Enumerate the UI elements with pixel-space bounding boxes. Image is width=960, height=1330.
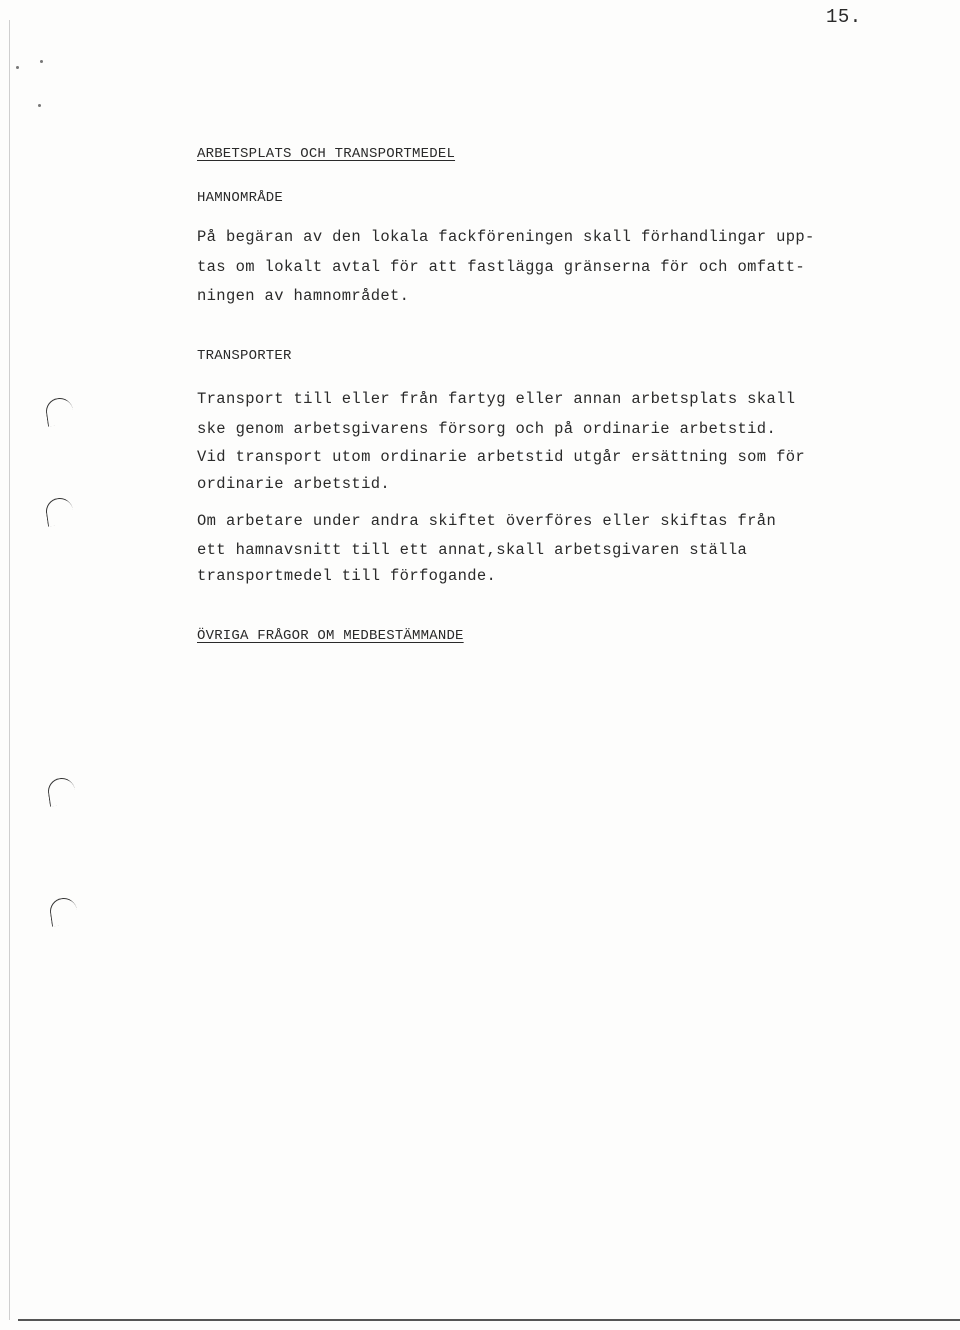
section-heading-ovriga-fragor: ÖVRIGA FRÅGOR OM MEDBESTÄMMANDE (197, 628, 464, 644)
section-heading-arbetsplats: ARBETSPLATS OCH TRANSPORTMEDEL (197, 146, 456, 162)
transporter-p1-line-2: ske genom arbetsgivarens försorg och på ordinarie arbetstid. (197, 420, 777, 438)
punch-hole-mark (46, 776, 76, 806)
punch-hole-mark (44, 396, 74, 426)
transporter-p1-line-3: Vid transport utom ordinarie arbetstid utgår ersättning som för (197, 448, 806, 466)
transporter-p2-line-1: Om arbetare under andra skiftet överföres eller skiftas från (197, 512, 777, 530)
transporter-p1-line-1: Transport till eller från fartyg eller annan arbetsplats skall (197, 390, 796, 408)
transporter-p2-line-3: transportmedel till förfogande. (197, 567, 497, 585)
section-heading-hamnomrade: HAMNOMRÅDE (197, 190, 284, 206)
scan-speck (16, 66, 19, 69)
hamnomrade-line-2: tas om lokalt avtal för att fastlägga gränserna för och omfatt- (197, 258, 806, 276)
transporter-p2-line-2: ett hamnavsnitt till ett annat,skall arbetsgivaren ställa (197, 541, 748, 559)
hamnomrade-line-3: ningen av hamnområdet. (197, 287, 410, 305)
punch-hole-mark (44, 496, 74, 526)
bottom-edge-rule (18, 1319, 960, 1321)
hamnomrade-line-1: På begäran av den lokala fackföreningen skall förhandlingar upp- (197, 228, 815, 246)
scan-speck (38, 104, 41, 107)
punch-hole-mark (48, 896, 78, 926)
scan-speck (40, 60, 43, 63)
page-left-edge (9, 20, 10, 1320)
section-heading-transporter: TRANSPORTER (197, 348, 292, 364)
page-number: 15. (826, 6, 862, 28)
transporter-p1-line-4: ordinarie arbetstid. (197, 475, 391, 493)
